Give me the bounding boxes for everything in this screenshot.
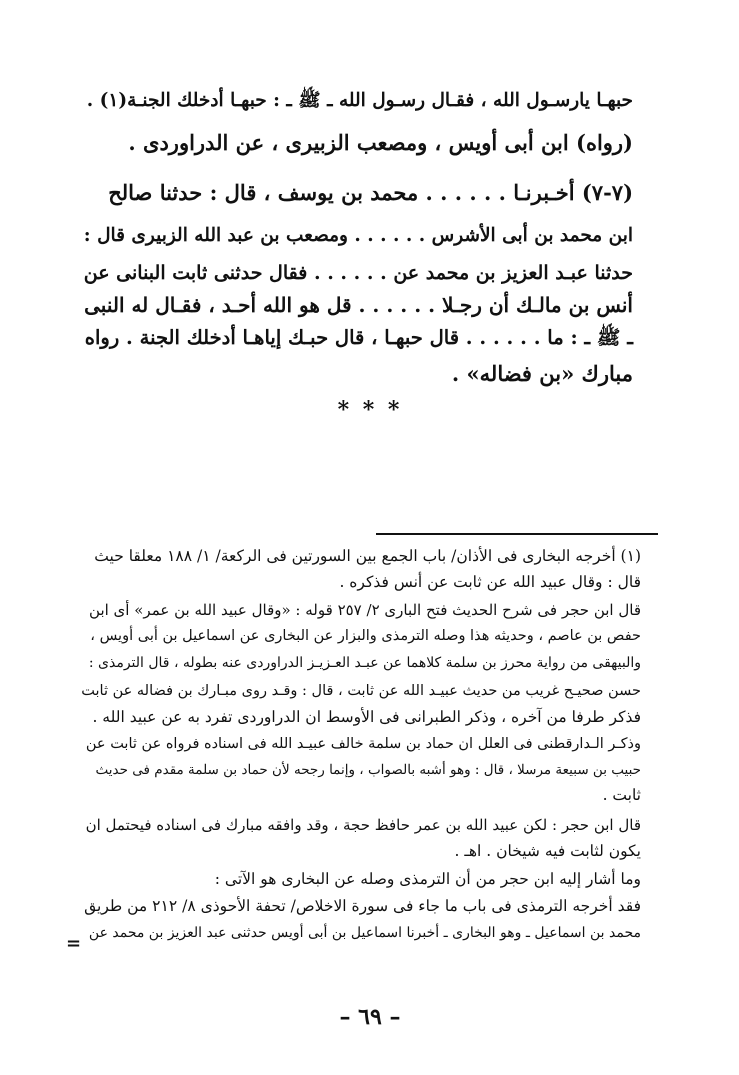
footnote-line-7: فذكر طرفا من آخره ، وذكر الطبرانى فى الأوسط ان الدراوردى تفرد به عن عبيد الله .	[92, 708, 641, 726]
continuation-mark: =	[66, 933, 82, 954]
main-text-line-2: (رواه) ابن أبى أويس ، ومصعب الزبيرى ، عن الدراوردى .	[128, 130, 633, 155]
footnote-line-1: (١) أخرجه البخارى فى الأذان/ باب الجمع بين السورتين فى الركعة/ ١/ ١٨٨ معلقا حيث	[94, 547, 641, 565]
main-text-line-4: ابن محمد بن أبى الأشرس . . . . . . ومصعب بن عبد الله الزبيرى قال :	[83, 225, 633, 246]
footnote-line-6: حسن صحيـح غريب من حديث عبيـد الله عن ثابت ، قال : وقـد روى مبـارك بن فضاله عن ثابت	[81, 683, 641, 699]
footnote-line-13: وما أشار إليه ابن حجر من أن الترمذى وصله عن البخارى هو الآتى :	[214, 870, 641, 888]
footnote-line-8: وذكـر الـدارقطنى فى العلل ان حماد بن سلمة خالف عبيـد الله فى اسناده فرواه عن ثابت عن	[85, 736, 641, 752]
section-separator: * * *	[337, 397, 403, 423]
footnote-line-15: محمد بن اسماعيل ـ وهو البخارى ـ أخبرنا اسماعيل بن أبى أويس حدثنى عبد العزيز بن محمد عن	[88, 925, 641, 941]
footnote-line-12: يكون لثابت فيه شيخان . اهـ .	[454, 842, 641, 860]
main-text-line-5: حدثنا عبـد العزيز بن محمد عن . . . . . . فقال حدثنى ثابت البنانى عن	[83, 262, 633, 284]
hadith-number-line: (٧-٧) أخـبرنـا . . . . . . محمد بن يوسف ، قال : حدثنا صالح	[108, 180, 633, 205]
footnote-line-2: قال : وقال عبيد الله عن ثابت عن أنس فذكره .	[339, 573, 641, 591]
main-text-line-1: حبهـا يارسـول الله ، فقـال رسـول الله ـ ﷺ ـ : حبهـا أدخلك الجنـة(١) .	[86, 90, 633, 111]
main-text-line-8: مبارك «بن فضاله» .	[451, 361, 633, 386]
footnote-line-4: حفص بن عاصم ، وحديثه هذا وصله الترمذى والبزار عن البخارى عن اسماعيل بن أبى أويس ،	[90, 628, 641, 644]
page-number: – ٦٩ –	[339, 1004, 401, 1030]
footnote-line-9: حبيب بن سبيعة مرسلا ، قال : وهو أشبه بالصواب ، وإنما رجحه لأن حماد بن سلمة مقدم فى حديث	[95, 762, 641, 778]
main-text-line-6: أنس بن مالـك أن رجـلا . . . . . . قل هو الله أحـد ، فقـال له النبى	[84, 293, 633, 317]
main-text-line-7: ـ ﷺ ـ : ما . . . . . . قال حبهـا ، قال حبـك إياهـا أدخلك الجنة . رواه	[84, 326, 633, 349]
footnote-line-5: والبيهقى من رواية محرز بن سلمة كلاهما عن عبـد العـزيـز الدراوردى عنه بطوله ، قال الترمذى :	[88, 655, 641, 671]
footnote-line-11: قال ابن حجر : لكن عبيد الله بن عمر حافظ حجة ، وقد وافقه مبارك فى اسناده فيحتمل ان	[85, 816, 641, 834]
footnote-line-10: ثابت .	[602, 786, 641, 804]
footnote-line-3: قال ابن حجر فى شرح الحديث فتح البارى ٢/ ٢٥٧ قوله : «وقال عبيد الله بن عمر» أى ابن	[89, 601, 641, 619]
footnote-line-14: فقد أخرجه الترمذى فى باب ما جاء فى سورة الاخلاص/ تحفة الأحوذى ٨/ ٢١٢ من طريق	[84, 897, 641, 915]
footnote-rule	[376, 533, 658, 535]
